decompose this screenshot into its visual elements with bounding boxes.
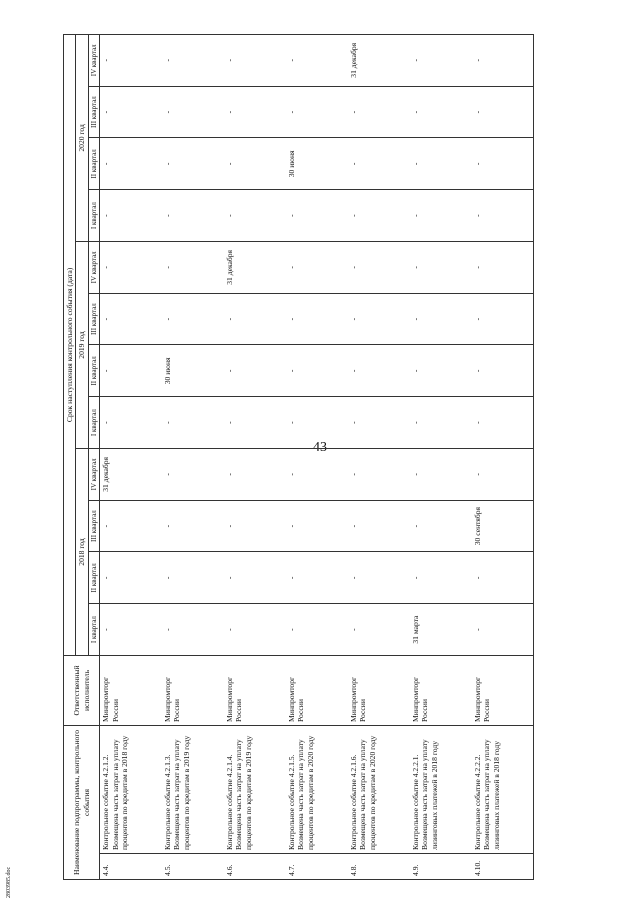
header-quarter: III квартал	[88, 86, 99, 138]
event-name: Контрольное событие 4.2.1.2. Возмещена часть затрат на уплату процентов по кредитам в 2018 году	[100, 725, 162, 853]
row-number: 4.9.	[410, 854, 472, 880]
table-row	[348, 34, 410, 879]
row-number: 4.5.	[162, 854, 224, 880]
header-quarter: I квартал	[88, 397, 99, 449]
date-cell: -	[410, 397, 472, 449]
date-cell: -	[224, 552, 286, 604]
date-cell: -	[224, 500, 286, 552]
event-name: Контрольное событие 4.2.2.1. Возмещена часть затрат на уплату лизинговых платежей в 2018 году	[410, 725, 472, 853]
date-cell: -	[100, 34, 162, 86]
date-cell: -	[472, 34, 534, 86]
date-cell: -	[100, 397, 162, 449]
responsible-executor: Минпромторг России	[162, 655, 224, 725]
table-row	[100, 34, 162, 879]
date-cell: -	[410, 552, 472, 604]
row-number: 4.4.	[100, 854, 162, 880]
date-cell: -	[100, 604, 162, 656]
date-cell: -	[224, 604, 286, 656]
date-cell: 31 марта	[410, 604, 472, 656]
control-events-table	[63, 34, 534, 880]
date-cell: -	[286, 448, 348, 500]
event-name: Контрольное событие 4.2.1.4. Возмещена часть затрат на уплату процентов по кредитам в 2019 году	[224, 725, 286, 853]
header-year-2018: 2018 год	[76, 448, 88, 655]
date-cell: -	[472, 345, 534, 397]
header-name: Наименование подпрограммы, контрольного события	[64, 725, 100, 879]
row-number: 4.10.	[472, 854, 534, 880]
date-cell: -	[472, 190, 534, 242]
table-row	[410, 34, 472, 879]
date-cell: -	[286, 500, 348, 552]
date-cell: -	[100, 138, 162, 190]
date-cell: -	[162, 397, 224, 449]
responsible-executor: Минпромторг России	[472, 655, 534, 725]
responsible-executor: Минпромторг России	[348, 655, 410, 725]
header-quarter: II квартал	[88, 552, 99, 604]
date-cell: -	[100, 86, 162, 138]
table-row	[286, 34, 348, 879]
date-cell: -	[348, 138, 410, 190]
date-cell: -	[224, 345, 286, 397]
date-cell: -	[348, 604, 410, 656]
date-cell: -	[100, 500, 162, 552]
header-responsible: Ответственный исполнитель	[64, 655, 100, 725]
date-cell: -	[348, 190, 410, 242]
date-cell: -	[472, 138, 534, 190]
date-cell: -	[286, 241, 348, 293]
table-row	[162, 34, 224, 879]
header-quarter: II квартал	[88, 138, 99, 190]
header-quarter: I квартал	[88, 604, 99, 656]
date-cell: -	[162, 293, 224, 345]
header-year-2020: 2020 год	[76, 34, 88, 241]
event-name: Контрольное событие 4.2.1.6. Возмещена часть затрат на уплату процентов по кредитам в 2020 году	[348, 725, 410, 853]
row-number: 4.8.	[348, 854, 410, 880]
date-cell: -	[410, 86, 472, 138]
date-cell: 31 декабря	[224, 241, 286, 293]
date-cell: 30 сентября	[472, 500, 534, 552]
date-cell: -	[410, 500, 472, 552]
date-cell: -	[410, 241, 472, 293]
date-cell: 30 июня	[162, 345, 224, 397]
event-name: Контрольное событие 4.2.2.2. Возмещена часть затрат на уплату лизинговых платежей в 2018 году	[472, 725, 534, 853]
date-cell: -	[286, 34, 348, 86]
responsible-executor: Минпромторг России	[410, 655, 472, 725]
table-row	[224, 34, 286, 879]
date-cell: -	[348, 500, 410, 552]
date-cell: -	[472, 241, 534, 293]
header-quarter: I квартал	[88, 190, 99, 242]
date-cell: -	[162, 604, 224, 656]
date-cell: -	[100, 241, 162, 293]
date-cell: -	[286, 345, 348, 397]
header-quarter: III квартал	[88, 500, 99, 552]
header-deadline: Срок наступления контрольного события (дата)	[64, 34, 76, 655]
date-cell: -	[410, 448, 472, 500]
header-quarter: IV квартал	[88, 34, 99, 86]
date-cell: -	[224, 397, 286, 449]
date-cell: -	[100, 552, 162, 604]
date-cell: -	[286, 86, 348, 138]
date-cell: -	[472, 552, 534, 604]
date-cell: -	[100, 293, 162, 345]
date-cell: -	[410, 293, 472, 345]
date-cell: 30 июня	[286, 138, 348, 190]
date-cell: -	[162, 138, 224, 190]
date-cell: -	[224, 34, 286, 86]
responsible-executor: Минпромторг России	[286, 655, 348, 725]
header-quarter: IV квартал	[88, 448, 99, 500]
date-cell: -	[348, 241, 410, 293]
date-cell: -	[410, 345, 472, 397]
row-number: 4.7.	[286, 854, 348, 880]
date-cell: -	[162, 190, 224, 242]
date-cell: -	[348, 448, 410, 500]
date-cell: -	[224, 293, 286, 345]
event-name: Контрольное событие 4.2.1.3. Возмещена часть затрат на уплату процентов по кредитам в 2019 году	[162, 725, 224, 853]
date-cell: -	[224, 190, 286, 242]
rotated-table-container	[63, 35, 633, 880]
header-quarter: II квартал	[88, 345, 99, 397]
date-cell: -	[410, 190, 472, 242]
table-row	[472, 34, 534, 879]
date-cell: -	[100, 345, 162, 397]
date-cell: -	[224, 138, 286, 190]
date-cell: -	[348, 345, 410, 397]
date-cell: -	[472, 448, 534, 500]
date-cell: 31 декабря	[100, 448, 162, 500]
footer-doc-code: 2803985.doc	[6, 866, 12, 898]
date-cell: -	[472, 86, 534, 138]
date-cell: -	[286, 552, 348, 604]
date-cell: -	[286, 190, 348, 242]
header-year-2019: 2019 год	[76, 241, 88, 448]
date-cell: -	[224, 448, 286, 500]
header-quarter: III квартал	[88, 293, 99, 345]
date-cell: -	[348, 397, 410, 449]
date-cell: -	[162, 500, 224, 552]
date-cell: -	[472, 604, 534, 656]
date-cell: -	[162, 448, 224, 500]
date-cell: -	[286, 604, 348, 656]
date-cell: -	[286, 397, 348, 449]
header-quarter: IV квартал	[88, 241, 99, 293]
date-cell: -	[162, 34, 224, 86]
date-cell: -	[162, 86, 224, 138]
date-cell: -	[410, 34, 472, 86]
page-number: 43	[313, 440, 327, 455]
responsible-executor: Минпромторг России	[100, 655, 162, 725]
responsible-executor: Минпромторг России	[224, 655, 286, 725]
date-cell: -	[286, 293, 348, 345]
date-cell: -	[100, 190, 162, 242]
date-cell: -	[348, 552, 410, 604]
date-cell: -	[162, 241, 224, 293]
date-cell: -	[472, 293, 534, 345]
event-name: Контрольное событие 4.2.1.5. Возмещена часть затрат на уплату процентов по кредитам в 2020 году	[286, 725, 348, 853]
date-cell: 31 декабря	[348, 34, 410, 86]
date-cell: -	[472, 397, 534, 449]
date-cell: -	[348, 86, 410, 138]
date-cell: -	[410, 138, 472, 190]
date-cell: -	[348, 293, 410, 345]
date-cell: -	[162, 552, 224, 604]
row-number: 4.6.	[224, 854, 286, 880]
date-cell: -	[224, 86, 286, 138]
